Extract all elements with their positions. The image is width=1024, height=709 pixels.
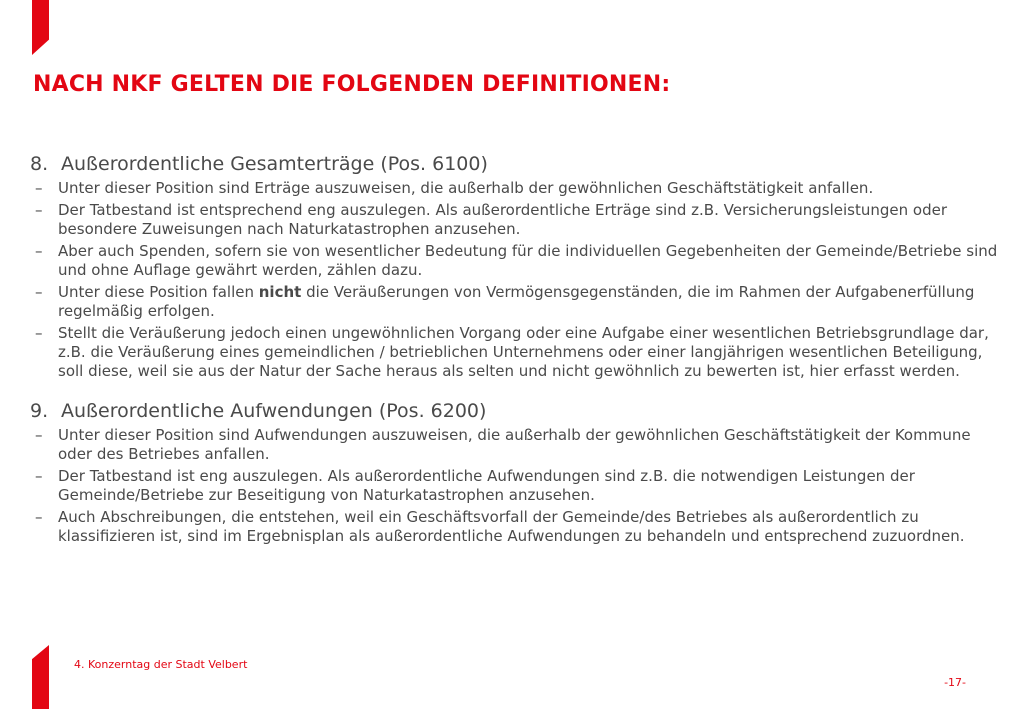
bullet-item: [30, 426, 1005, 464]
bullet-text: Stellt die Veräußerung jedoch einen ungewöhnlichen Vorgang oder eine Aufgabe einer wesentlichen Betriebsgrundlage dar, z.B. die Veräußerung eines gemeindlichen / betrieblichen Unternehmens oder einer langjährigen wesentlichen Beteiligung, soll diese, weil sie aus der Natur der Sache heraus als selten und nicht gewöhnlich zu bewerten ist, hier erfasst werden.: [58, 324, 989, 380]
bullet-text: Unter dieser Position sind Aufwendungen auszuweisen, die außerhalb der gewöhnlichen Geschäftstätigkeit der Kommune oder des Betriebes anfallen.: [58, 426, 971, 463]
bullet-dash: –: [35, 283, 43, 301]
slide-content: [30, 152, 1005, 549]
section-heading: [30, 399, 1005, 423]
bullet-dash: –: [35, 467, 43, 485]
bullet-text: Der Tatbestand ist entsprechend eng auszulegen. Als außerordentliche Erträge sind z.B. Versicherungsleistungen oder besondere Zuweisungen nach Naturkatastrophen anzusehen.: [58, 201, 947, 238]
page-number: -17-: [944, 676, 966, 689]
accent-bar-top: [32, 0, 49, 55]
bullet-list: [30, 426, 1005, 546]
section-number: 9.: [30, 400, 49, 422]
bullet-item: [30, 467, 1005, 505]
section-heading: [30, 152, 1005, 176]
section-heading-text: Außerordentliche Gesamterträge (Pos. 6100): [61, 153, 488, 175]
bullet-dash: –: [35, 179, 43, 197]
bullet-text: Auch Abschreibungen, die entstehen, weil ein Geschäftsvorfall der Gemeinde/des Betriebes als außerordentlich zu klassifizieren ist, sind im Ergebnisplan als außerordentliche Aufwendungen zu behandeln und entsprechend zuzuordnen.: [58, 508, 965, 545]
emphasis-text: nicht: [258, 283, 302, 301]
bullet-text: Aber auch Spenden, sofern sie von wesentlicher Bedeutung für die individuellen Gegebenheiten der Gemeinde/Betriebe sind und ohne Auflage gewährt werden, zählen dazu.: [58, 242, 998, 279]
bullet-item: [30, 201, 1005, 239]
bullet-item: [30, 508, 1005, 546]
footer-event-name: 4. Konzerntag der Stadt Velbert: [74, 658, 248, 671]
accent-bar-bottom: [32, 645, 49, 709]
bullet-item: [30, 324, 1005, 381]
bullet-text: Unter diese Position fallen nicht die Veräußerungen von Vermögensgegenständen, die im Rahmen der Aufgabenerfüllung regelmäßig erfolgen.: [58, 283, 975, 320]
section-9: [30, 399, 1005, 546]
slide-title: NACH NKF GELTEN DIE FOLGENDEN DEFINITIONEN:: [33, 72, 671, 97]
bullet-dash: –: [35, 426, 43, 444]
bullet-item: [30, 179, 1005, 198]
bullet-item: [30, 283, 1005, 321]
bullet-dash: –: [35, 324, 43, 342]
bullet-dash: –: [35, 201, 43, 219]
section-number: 8.: [30, 153, 49, 175]
bullet-text: Der Tatbestand ist eng auszulegen. Als außerordentliche Aufwendungen sind z.B. die notwendigen Leistungen der Gemeinde/Betriebe zur Beseitigung von Naturkatastrophen anzusehen.: [58, 467, 915, 504]
bullet-dash: –: [35, 508, 43, 526]
bullet-item: [30, 242, 1005, 280]
section-heading-text: Außerordentliche Aufwendungen (Pos. 6200): [61, 400, 487, 422]
bullet-dash: –: [35, 242, 43, 260]
bullet-text: Unter dieser Position sind Erträge auszuweisen, die außerhalb der gewöhnlichen Geschäftstätigkeit anfallen.: [58, 179, 874, 197]
bullet-list: [30, 179, 1005, 381]
section-8: [30, 152, 1005, 381]
